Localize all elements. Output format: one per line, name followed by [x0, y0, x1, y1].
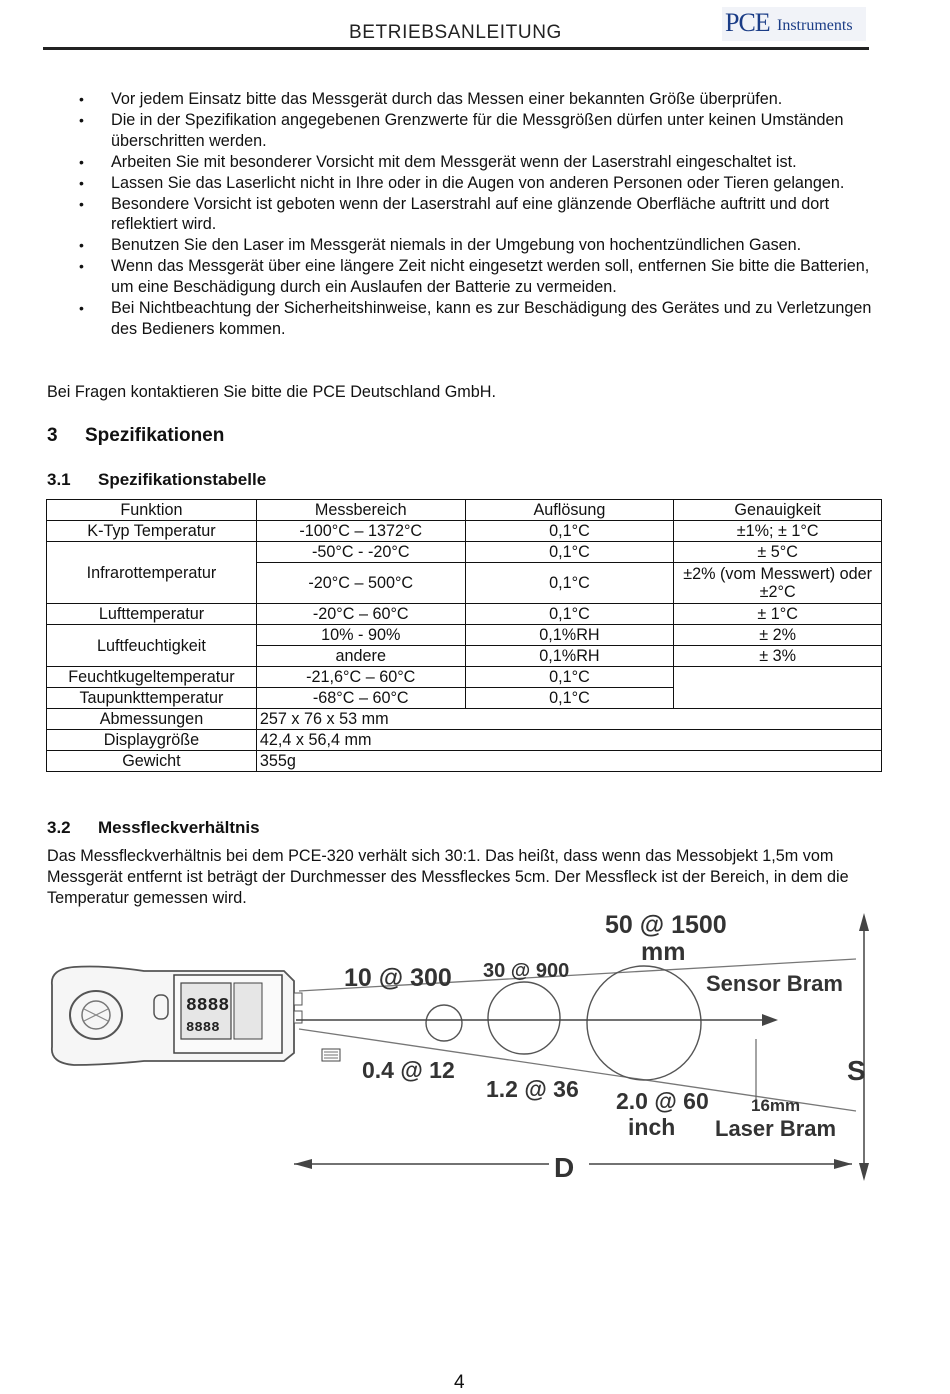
table-cell: ± 1°C: [674, 604, 882, 625]
table-row: [47, 625, 882, 646]
table-cell: Infrarottemperatur: [47, 542, 257, 604]
label-laser-beam: Laser Bram: [715, 1116, 837, 1141]
table-cell: Gewicht: [47, 751, 257, 772]
subsection-number: 3.2: [47, 818, 71, 837]
table-cell: 0,1°C: [465, 563, 674, 604]
table-cell: 0,1°C: [465, 688, 674, 709]
table-cell: -20°C – 60°C: [256, 604, 465, 625]
subsection-title: Messfleckverhältnis: [98, 818, 260, 837]
subsection-title: Spezifikationstabelle: [98, 470, 267, 489]
table-cell: -50°C - -20°C: [256, 542, 465, 563]
table-cell: Luftfeuchtigkeit: [47, 625, 257, 667]
section-number: 3: [47, 425, 58, 446]
table-cell: 355g: [256, 751, 881, 772]
table-cell: 10% - 90%: [256, 625, 465, 646]
label-12-36: 1.2 @ 36: [486, 1076, 579, 1102]
distance-spot-diagram: [44, 905, 884, 1195]
table-header: Messbereich: [256, 500, 465, 521]
table-cell: -100°C – 1372°C: [256, 521, 465, 542]
table-cell: 0,1%RH: [465, 646, 674, 667]
svg-text:8888: 8888: [186, 1020, 220, 1036]
label-mm: mm: [641, 938, 686, 966]
list-item: • Lassen Sie das Laserlicht nicht in Ihre oder in die Augen von anderen Personen oder Tieren gelangen.: [77, 173, 877, 194]
header-rule: [43, 47, 869, 50]
label-04-12: 0.4 @ 12: [362, 1057, 455, 1083]
table-row: [47, 521, 882, 542]
table-cell: Abmessungen: [47, 709, 257, 730]
pce-logo: [722, 7, 866, 41]
list-item: • Bei Nichtbeachtung der Sicherheitshinweise, kann es zur Beschädigung des Gerätes und zu Verletzungen des Bedieners kommen.: [77, 298, 877, 340]
label-S: S: [847, 1055, 866, 1086]
table-cell: -21,6°C – 60°C: [256, 667, 465, 688]
table-cell: ±1%; ± 1°C: [674, 521, 882, 542]
header-title: BETRIEBSANLEITUNG: [349, 22, 562, 43]
table-cell: ± 3%: [674, 646, 882, 667]
table-cell: 0,1%RH: [465, 625, 674, 646]
logo-main: PCE: [725, 8, 770, 37]
measurement-spots: [426, 966, 701, 1080]
contact-note: Bei Fragen kontaktieren Sie bitte die PCE Deutschland GmbH.: [47, 383, 496, 401]
subsection-heading: [47, 470, 266, 490]
spec-table: [46, 499, 882, 772]
label-sensor-beam: Sensor Bram: [706, 971, 843, 996]
table-row: [47, 709, 882, 730]
subsection-heading: [47, 818, 260, 838]
table-cell: Lufttemperatur: [47, 604, 257, 625]
section-title: Spezifikationen: [85, 425, 225, 446]
laser-beam-arrow: [296, 1014, 778, 1026]
table-cell: K-Typ Temperatur: [47, 521, 257, 542]
list-item: • Die in der Spezifikation angegebenen Grenzwerte für die Messgrößen dürfen unter keinen Umständen überschritten werden.: [77, 110, 877, 152]
svg-text:8888: 8888: [186, 996, 230, 1016]
label-50-1500: 50 @ 1500: [605, 911, 727, 939]
list-item: • Vor jedem Einsatz bitte das Messgerät durch das Messen einer bekannten Größe überprüfen.: [77, 89, 877, 110]
label-inch: inch: [628, 1114, 676, 1140]
table-cell: 257 x 76 x 53 mm: [256, 709, 881, 730]
section-heading: [47, 425, 224, 447]
table-row: [47, 542, 882, 563]
table-cell: 0,1°C: [465, 542, 674, 563]
table-cell-empty: [674, 667, 882, 709]
table-row: [47, 604, 882, 625]
subsection-number: 3.1: [47, 470, 71, 489]
table-cell: ± 2%: [674, 625, 882, 646]
label-10-300: 10 @ 300: [344, 964, 452, 992]
table-row: [47, 751, 882, 772]
table-header: Genauigkeit: [674, 500, 882, 521]
table-cell: andere: [256, 646, 465, 667]
table-cell: Displaygröße: [47, 730, 257, 751]
list-item: • Wenn das Messgerät über eine längere Zeit nicht eingesetzt werden soll, entfernen Sie bitte die Batterien, um eine Beschädigung durch ein Auslaufen der Batterie zu vermeiden.: [77, 256, 877, 298]
table-cell: 0,1°C: [465, 667, 674, 688]
meter-device: [52, 967, 340, 1066]
list-item: • Besondere Vorsicht ist geboten wenn der Laserstrahl auf eine glänzende Oberfläche auftritt und dort reflektiert wird.: [77, 194, 877, 236]
table-header: Auflösung: [465, 500, 674, 521]
label-D: D: [554, 1152, 575, 1183]
label-20-60: 2.0 @ 60: [616, 1088, 709, 1114]
table-cell: ± 5°C: [674, 542, 882, 563]
table-cell: Feuchtkugeltemperatur: [47, 667, 257, 688]
spot-ratio-paragraph: Das Messfleckverhältnis bei dem PCE-320 verhält sich 30:1. Das heißt, dass wenn das Messobjekt 1,5m vom Messgerät entfernt ist beträgt der Durchmesser des Messfleckes 5cm. Der Messfleck ist der Bereich, in dem die Temperatur gemessen wird.: [47, 847, 849, 907]
list-item: • Arbeiten Sie mit besonderer Vorsicht mit dem Messgerät wenn der Laserstrahl eingeschaltet ist.: [77, 152, 877, 173]
label-30-900: 30 @ 900: [483, 960, 570, 982]
table-cell: 0,1°C: [465, 521, 674, 542]
list-item: • Benutzen Sie den Laser im Messgerät niemals in der Umgebung von hochentzündlichen Gasen.: [77, 235, 877, 256]
label-16mm: 16mm: [751, 1096, 801, 1115]
table-row: [47, 667, 882, 688]
table-cell: 42,4 x 56,4 mm: [256, 730, 881, 751]
table-row: [47, 730, 882, 751]
safety-list: [77, 89, 877, 340]
table-cell: -20°C – 500°C: [256, 563, 465, 604]
table-header-row: [47, 500, 882, 521]
table-cell: -68°C – 60°C: [256, 688, 465, 709]
logo-sub: Instruments: [777, 17, 853, 34]
page-number: 4: [454, 1372, 465, 1393]
table-cell: Taupunkttemperatur: [47, 688, 257, 709]
table-cell: ±2% (vom Messwert) oder ±2°C: [674, 563, 882, 604]
table-cell: 0,1°C: [465, 604, 674, 625]
table-header: Funktion: [47, 500, 257, 521]
